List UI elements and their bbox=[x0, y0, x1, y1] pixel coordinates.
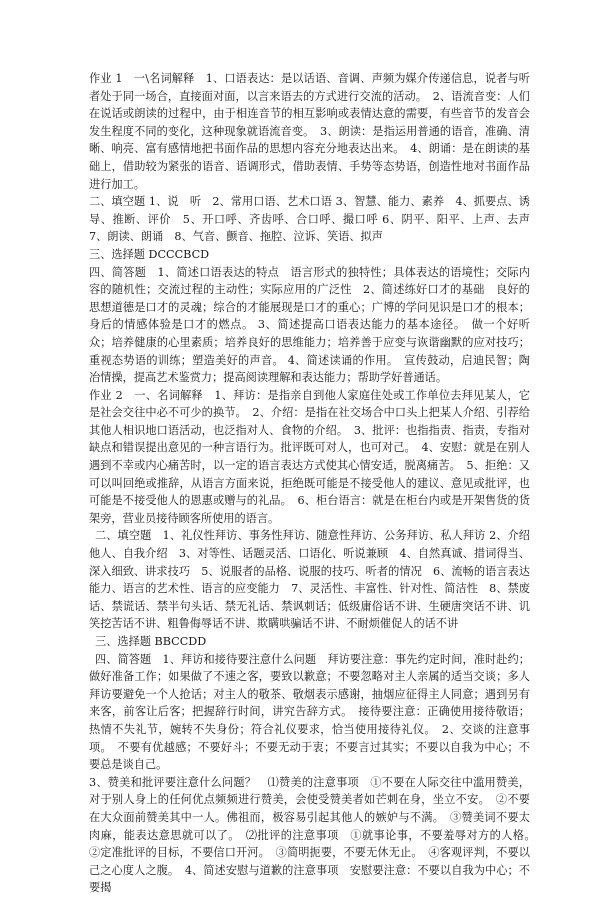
hw2-short-answer-continued: 3、赞美和批评要注意什么问题？ ⑴赞美的注意事项 ①不要在人际交往中滥用赞美，对于别人身上的任何优点频频进行赞美，会使受赞美者如芒刺在身，坐立不安。 ②不要在大众面前赞美其中一人。佛祖而，极容易引起其他人的嫉妒与不满。 ③赞美词不要太肉麻，能表达意思就可以了。 ⑵批评的注意事项 ①就事论事，不要羞辱对方的人格。 ②定准批评的目标，不要信口开河。 ③简明扼要，不要无休无止。 ④客观评判，不要以己之心度人之腹。 4、简述安慰与道歉的注意事项 安慰要注意：不要以自我为中心；不要揭 bbox=[89, 775, 542, 895]
hw2-fill-in: 二、填空题 1、礼仪性拜访、事务性拜访、随意性拜访、公务拜访、私人拜访 2、介绍他人、自我介绍 3、对等性、话题灵活、口语化、听说兼顾 4、自然真诚、措词得当、深入细致、讲求技巧 5、说服者的品格、说服的技巧、听者的情况 6、流畅的语言表达能力、语言的艺术性、语言的应变能力 7、灵活性、丰富性、针对性、简洁性 8、禁废话、禁谎话、禁半句头话、禁无礼话、禁讽刺话；低级庸俗话不讲、生硬唐突话不讲、讥笑挖苦话不讲、粗鲁侮辱话不讲、欺瞒哄骗话不讲、不耐烦催促人的话不讲 bbox=[89, 529, 530, 631]
hw1-fill-in: 二、填空题 1、说 听 2、常用口语、艺术口语 3、智慧、能力、素养 4、抓要点、诱导、推断、评价 5、开口呼、齐齿呼、合口呼、撮口呼 6、阴平、阳平、上声、去声 7、朗读、朗诵 8、气音、颤音、拖腔、泣诉、笑语、拟声 bbox=[89, 195, 530, 244]
hw2-short-answer: 四、简答题 1、拜访和接待要注意什么问题 拜访要注意：事先约定时间，准时赴约；做好准备工作；如果做了不速之客，要致以歉意；不要忽略对主人亲属的适当交谈；多人拜访要避免一个人抢话；对主人的敬茶、敬烟表示感谢，抽烟应征得主人同意；遇到另有来客，前客让后客；把握辞行时间，讲究告辞方式。 接待要注意：正确使用接待敬语；热情不失礼节，婉转不失身份；符合礼仪要求，恰当使用接待礼仪。 2、交谈的注意事项。 不要有优越感；不要好斗；不要无动于衷；不要言过其实；不要以自我为中心；不要总是谈自己。 bbox=[89, 652, 530, 772]
hw2-definitions: 作业 2 一、名词解释 1、拜访：是指亲自到他人家庭住处或工作单位去拜见某人，它是社会交往中必不可少的换节。 2、介绍：是指在社交场合中口头上把某人介绍、引荐给其他人相识地口语活动，也泛指对人、食物的介绍。 3、批评：也指指责、指责，专指对缺点和错误提出意见的一种言语行为。批评既可对人，也可对己。 4、安慰：就是在别人遇到不幸或内心痛苦时，以一定的语言表达方式使其心情安适，脱离痛苦。 5、拒绝：又可以叫回绝或推辞，从语言方面来说，拒绝既可能是不接受他人的建议、意见或批评，也可能是不接受他人的恩惠或赠与的礼品。 6、柜台语言：就是在柜台内或是开架售货的货架旁，营业员接待顾客所使用的语言。 bbox=[89, 388, 530, 525]
hw1-short-answer: 四、简答题 1、简述口语表达的特点 语言形式的独特性；具体表达的语境性；交际内容的随机性；交流过程的主动性；实际应用的广泛性 2、简述练好口才的基础 良好的思想道德是口才的灵魂；综合的才能展现是口才的重心；广博的学问见识是口才的根本；身后的情感体验是口才的燃点。 3、简述提高口语表达能力的基本途径。 做一个好听众；培养健康的心里素质；培养良好的思维能力；培养善于应变与诙谐幽默的应对技巧；重视态势语的训练；塑造美好的声音。 4、简述读诵的作用。 宣传鼓动，启迪民智；陶冶情操，提高艺术鉴赏力；提高阅读理解和表达能力；帮助学好普通话。 bbox=[89, 265, 530, 385]
hw1-multiple-choice: 三、选择题 DCCCBCD bbox=[89, 247, 210, 261]
hw1-definitions: 作业 1 一\名词解释 1、口语表达：是以话语、音调、声频为媒介传递信息，说者与听者处于同一场合，直接面对面，以言来语去的方式进行交流的活动。 2、语流音变：人们在说话或朗读的过程中，由于相连音节的相互影响或表情达意的需要，有些音节的发音会发生程度不同的变化，这种现象就语流音变。 3、朗读：是指运用普通的语音，准确、清晰、响亮、富有感情地把书面作品的思想内容充分地表达出来。 4、朗诵：是在朗读的基础上，借助较为紧张的语音、语调形式，借助表情、手势等态势语，创造性地对书面作品进行加工。 bbox=[89, 72, 530, 191]
document-body bbox=[89, 70, 542, 897]
hw2-multiple-choice: 三、选择题 BBCCDD bbox=[95, 635, 207, 648]
